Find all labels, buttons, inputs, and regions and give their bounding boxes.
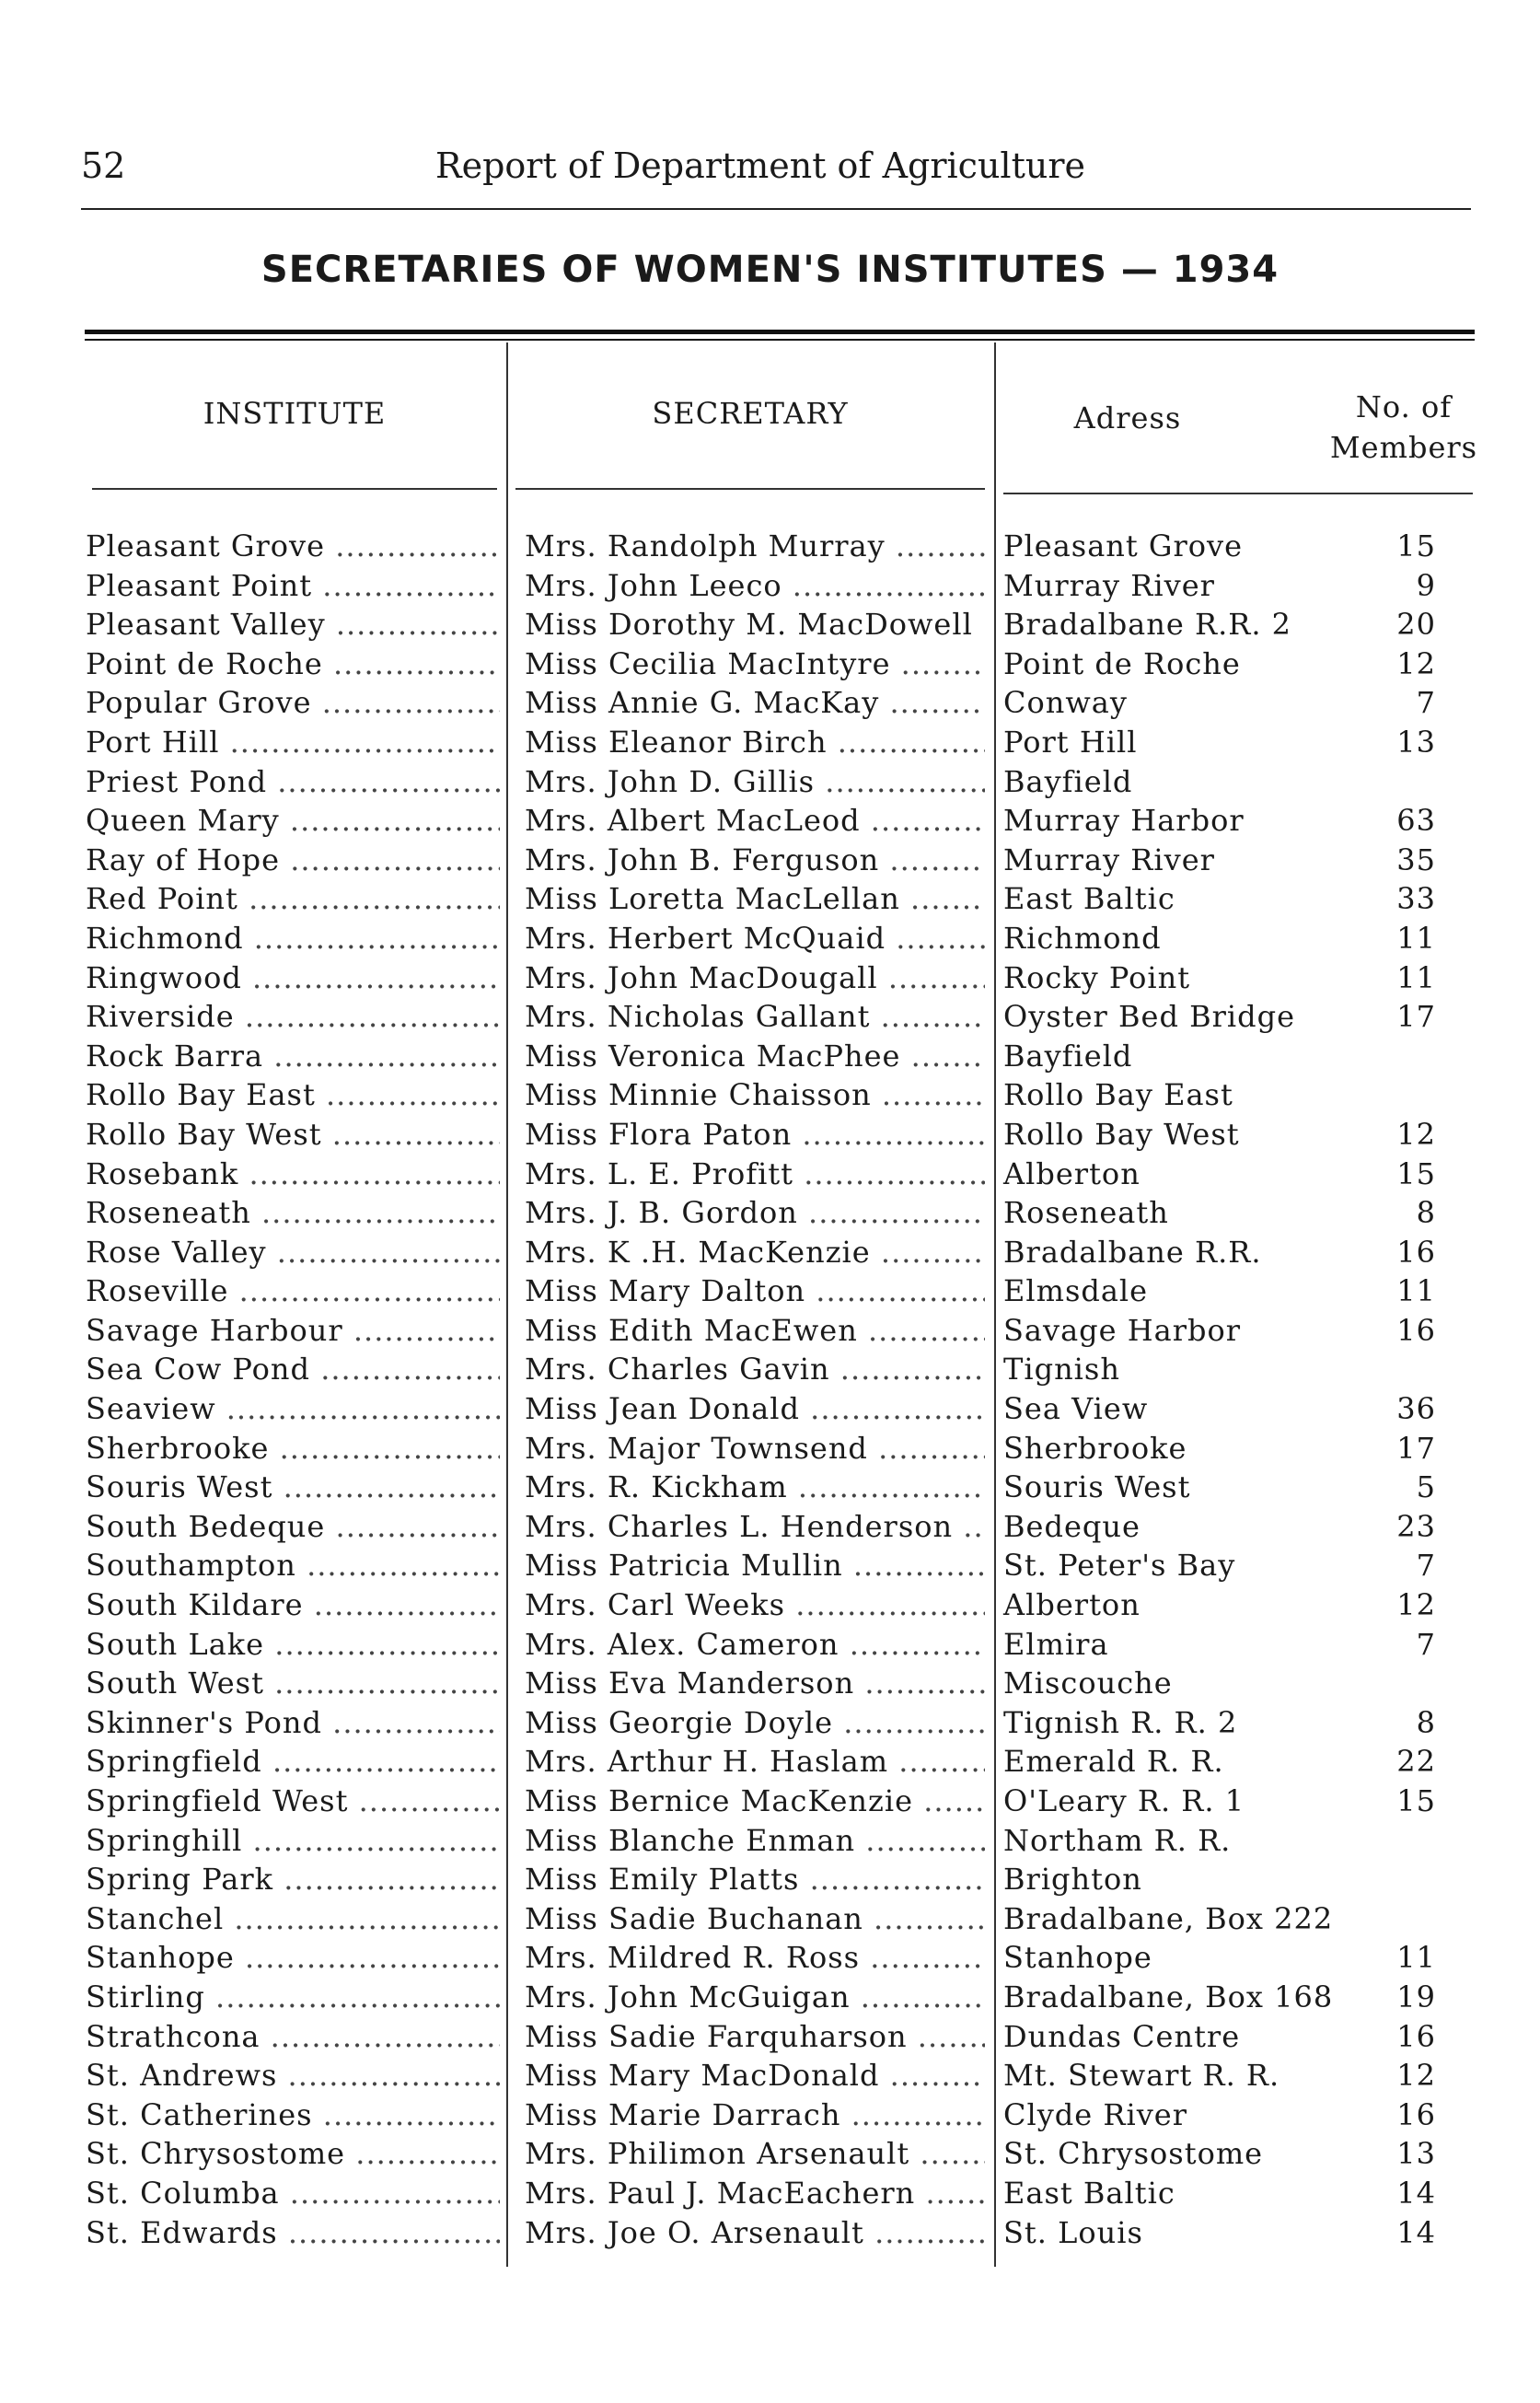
address-cell: Alberton: [1003, 1155, 1141, 1191]
table-row: [0, 1271, 1540, 1311]
institute-cell: Skinner's Pond .....: [86, 1703, 500, 1742]
table-row: [0, 2213, 1540, 2253]
address-cell: Richmond: [1003, 920, 1162, 956]
table-row: [0, 2056, 1540, 2095]
header-members-line1: No. of: [1355, 389, 1453, 424]
title-rule-thin: [85, 339, 1475, 341]
secretary-cell: Miss Cecilia MacIntyre .....: [525, 644, 985, 683]
address-cell: St. Chrysostome: [1003, 2136, 1264, 2172]
table-row: [0, 1037, 1540, 1076]
table-row: [0, 683, 1540, 723]
secretary-cell: Mrs. John B. Ferguson .....: [525, 841, 985, 879]
institute-cell: St. Columba .....: [86, 2174, 500, 2212]
members-cell: 20: [1396, 607, 1436, 643]
members-cell: 14: [1396, 2214, 1436, 2250]
secretary-cell: Miss Annie G. MacKay .....: [525, 683, 985, 722]
institute-cell: Ringwood .....: [86, 958, 500, 997]
institute-cell: Riverside .....: [86, 997, 500, 1036]
institute-cell: Rosebank .....: [86, 1155, 500, 1193]
address-cell: Alberton: [1003, 1587, 1141, 1623]
secretary-cell: Miss Veronica MacPhee .....: [525, 1037, 985, 1075]
members-cell: 7: [1416, 685, 1436, 721]
secretary-cell: Mrs. K .H. MacKenzie .....: [525, 1233, 985, 1271]
secretary-cell: Mrs. L. E. Profitt .....: [525, 1155, 985, 1193]
members-cell: 17: [1396, 1430, 1436, 1466]
table-row: [0, 1585, 1540, 1625]
institute-cell: Red Point .....: [86, 879, 500, 918]
address-cell: Rocky Point: [1003, 959, 1191, 995]
secretary-cell: Miss Mary MacDonald .....: [525, 2056, 985, 2095]
secretary-cell: Miss Dorothy M. MacDowell .....: [525, 605, 985, 644]
table-row: [0, 801, 1540, 841]
secretary-cell: Mrs. R. Kickham .....: [525, 1468, 985, 1506]
header-underline-institute: [92, 488, 497, 490]
institute-cell: St. Catherines .....: [86, 2095, 500, 2134]
members-cell: 12: [1396, 2058, 1436, 2094]
header-secretary: SECRETARY: [652, 396, 849, 431]
institute-cell: South Kildare .....: [86, 1585, 500, 1624]
address-cell: Bayfield: [1003, 1038, 1133, 1074]
secretary-cell: Miss Eva Manderson .....: [525, 1664, 985, 1702]
table-row: [0, 1625, 1540, 1665]
address-cell: Murray River: [1003, 842, 1215, 877]
secretary-cell: Mrs. Joe O. Arsenault .....: [525, 2213, 985, 2252]
institute-cell: Port Hill .....: [86, 723, 500, 761]
address-cell: St. Louis: [1003, 2214, 1143, 2250]
members-cell: 16: [1396, 2018, 1436, 2054]
secretary-cell: Mrs. Alex. Cameron .....: [525, 1625, 985, 1664]
table-row: [0, 1546, 1540, 1585]
secretary-cell: Miss Flora Paton .....: [525, 1115, 985, 1154]
secretary-cell: Miss Loretta MacLellan .....: [525, 879, 985, 918]
institute-cell: Stirling .....: [86, 1978, 500, 2016]
institute-cell: St. Andrews .....: [86, 2056, 500, 2095]
address-cell: O'Leary R. R. 1: [1003, 1783, 1245, 1818]
address-cell: Elmsdale: [1003, 1273, 1149, 1309]
page-number: 52: [81, 145, 126, 186]
table-row: [0, 1429, 1540, 1468]
secretary-cell: Mrs. Carl Weeks .....: [525, 1585, 985, 1624]
members-cell: 14: [1396, 2175, 1436, 2211]
address-cell: Savage Harbor: [1003, 1312, 1242, 1348]
members-cell: 11: [1396, 920, 1436, 956]
address-cell: Dundas Centre: [1003, 2018, 1241, 2054]
institute-cell: Stanchel .....: [86, 1899, 500, 1938]
members-cell: 17: [1396, 999, 1436, 1035]
secretary-cell: Mrs. John MacDougall .....: [525, 958, 985, 997]
members-cell: 33: [1396, 881, 1436, 917]
page-header: [81, 145, 1471, 201]
table-body: [0, 527, 1540, 2252]
address-cell: Clyde River: [1003, 2096, 1188, 2132]
table-row: [0, 605, 1540, 644]
secretary-cell: Mrs. John Leeco .....: [525, 566, 985, 605]
address-cell: Bayfield: [1003, 763, 1133, 799]
members-cell: 8: [1416, 1704, 1436, 1740]
institute-cell: Sea Cow Pond .....: [86, 1350, 500, 1388]
institute-cell: Rock Barra .....: [86, 1037, 500, 1075]
address-cell: Murray Harbor: [1003, 803, 1245, 839]
institute-cell: Springfield West .....: [86, 1782, 500, 1820]
address-cell: Bradalbane R.R.: [1003, 1234, 1262, 1270]
table-row: [0, 1742, 1540, 1782]
institute-cell: Stanhope .....: [86, 1938, 500, 1977]
secretary-cell: Miss Emily Platts .....: [525, 1860, 985, 1898]
secretary-cell: Mrs. Charles Gavin .....: [525, 1350, 985, 1388]
institute-cell: Rollo Bay East .....: [86, 1075, 500, 1114]
table-row: [0, 1115, 1540, 1155]
institute-cell: South Lake .....: [86, 1625, 500, 1664]
address-cell: Pleasant Grove: [1003, 528, 1244, 563]
table-row: [0, 958, 1540, 998]
members-cell: 11: [1396, 1940, 1436, 1976]
institute-cell: St. Chrysostome .....: [86, 2134, 500, 2173]
secretary-cell: Miss Bernice MacKenzie .....: [525, 1782, 985, 1820]
secretary-cell: Mrs. John McGuigan .....: [525, 1978, 985, 2016]
running-title: Report of Department of Agriculture: [435, 145, 1085, 186]
table-row: [0, 1155, 1540, 1194]
address-cell: Bradalbane, Box 222: [1003, 1900, 1334, 1936]
table-row: [0, 1350, 1540, 1389]
table-row: [0, 1468, 1540, 1507]
table-row: [0, 762, 1540, 802]
header-rule: [81, 208, 1471, 210]
institute-cell: Queen Mary .....: [86, 801, 500, 840]
secretary-cell: Miss Minnie Chaisson .....: [525, 1075, 985, 1114]
table-row: [0, 1938, 1540, 1978]
institute-cell: Point de Roche .....: [86, 644, 500, 683]
address-cell: Bedeque: [1003, 1508, 1141, 1544]
institute-cell: Springhill .....: [86, 1821, 500, 1860]
table-row: [0, 644, 1540, 684]
table-row: [0, 1507, 1540, 1547]
members-cell: 16: [1396, 1234, 1436, 1270]
address-cell: Roseneath: [1003, 1195, 1169, 1231]
institute-cell: Richmond .....: [86, 919, 500, 958]
secretary-cell: Mrs. John D. Gillis .....: [525, 762, 985, 801]
members-cell: 7: [1416, 1548, 1436, 1584]
secretary-cell: Mrs. Albert MacLeod .....: [525, 801, 985, 840]
members-cell: 12: [1396, 645, 1436, 681]
secretary-cell: Mrs. Nicholas Gallant .....: [525, 997, 985, 1036]
institute-cell: Priest Pond .....: [86, 762, 500, 801]
secretary-cell: Miss Georgie Doyle .....: [525, 1703, 985, 1742]
table-row: [0, 1664, 1540, 1703]
institute-cell: Souris West .....: [86, 1468, 500, 1506]
members-cell: 15: [1396, 1155, 1436, 1191]
members-cell: 12: [1396, 1116, 1436, 1152]
address-cell: Murray River: [1003, 567, 1215, 603]
members-cell: 63: [1396, 803, 1436, 839]
institute-cell: Pleasant Grove .....: [86, 527, 500, 565]
institute-cell: Southampton .....: [86, 1546, 500, 1585]
members-cell: 13: [1396, 724, 1436, 760]
institute-cell: Springfield .....: [86, 1742, 500, 1781]
header-institute: INSTITUTE: [203, 396, 387, 431]
members-cell: 5: [1416, 1469, 1436, 1505]
address-cell: Sea View: [1003, 1391, 1149, 1427]
address-cell: Tignish R. R. 2: [1003, 1704, 1238, 1740]
table-row: [0, 2174, 1540, 2213]
table-row: [0, 1899, 1540, 1939]
table-row: [0, 1233, 1540, 1272]
secretary-cell: Mrs. Randolph Murray .....: [525, 527, 985, 565]
address-cell: Sherbrooke: [1003, 1430, 1187, 1466]
institute-cell: St. Edwards .....: [86, 2213, 500, 2252]
secretary-cell: Mrs. Mildred R. Ross .....: [525, 1938, 985, 1977]
members-cell: 16: [1396, 2096, 1436, 2132]
secretary-cell: Miss Mary Dalton .....: [525, 1271, 985, 1310]
address-cell: Stanhope: [1003, 1940, 1152, 1976]
secretary-cell: Mrs. Philimon Arsenault .....: [525, 2134, 985, 2173]
members-cell: 11: [1396, 1273, 1436, 1309]
table-row: [0, 1075, 1540, 1115]
secretary-cell: Miss Sadie Farquharson .....: [525, 2017, 985, 2056]
address-cell: St. Peter's Bay: [1003, 1548, 1236, 1584]
table-row: [0, 997, 1540, 1037]
secretary-cell: Mrs. Charles L. Henderson .....: [525, 1507, 985, 1546]
secretary-cell: Miss Marie Darrach .....: [525, 2095, 985, 2134]
institute-cell: Roseville .....: [86, 1271, 500, 1310]
members-cell: 22: [1396, 1744, 1436, 1780]
secretary-cell: Mrs. Herbert McQuaid .....: [525, 919, 985, 958]
secretary-cell: Miss Patricia Mullin .....: [525, 1546, 985, 1585]
table-row: [0, 2017, 1540, 2057]
address-cell: Tignish: [1003, 1352, 1120, 1387]
table-row: [0, 1978, 1540, 2017]
table-row: [0, 879, 1540, 919]
institute-cell: Sherbrooke .....: [86, 1429, 500, 1468]
table-row: [0, 723, 1540, 762]
institute-cell: Pleasant Valley .....: [86, 605, 500, 644]
header-members-line2: Members: [1329, 430, 1478, 465]
secretary-cell: Miss Eleanor Birch .....: [525, 723, 985, 761]
address-cell: East Baltic: [1003, 881, 1175, 917]
table-row: [0, 1821, 1540, 1861]
secretary-cell: Miss Blanche Enman .....: [525, 1821, 985, 1860]
institute-cell: Roseneath .....: [86, 1193, 500, 1232]
members-cell: 9: [1416, 567, 1436, 603]
address-cell: Port Hill: [1003, 724, 1138, 760]
institute-cell: Ray of Hope .....: [86, 841, 500, 879]
members-cell: 19: [1396, 1979, 1436, 2014]
address-cell: Rollo Bay East: [1003, 1077, 1233, 1113]
address-cell: Miscouche: [1003, 1666, 1173, 1701]
secretary-cell: Miss Edith MacEwen .....: [525, 1311, 985, 1350]
institute-cell: Popular Grove .....: [86, 683, 500, 722]
table-row: [0, 527, 1540, 566]
address-cell: Point de Roche: [1003, 645, 1241, 681]
table-row: [0, 841, 1540, 880]
institute-cell: Spring Park .....: [86, 1860, 500, 1898]
institute-cell: Rose Valley .....: [86, 1233, 500, 1271]
members-cell: 36: [1396, 1391, 1436, 1427]
institute-cell: Strathcona .....: [86, 2017, 500, 2056]
table-row: [0, 919, 1540, 958]
secretary-cell: Mrs. Paul J. MacEachern .....: [525, 2174, 985, 2212]
address-cell: Northam R. R.: [1003, 1822, 1232, 1858]
members-cell: 15: [1396, 1783, 1436, 1818]
table-row: [0, 1311, 1540, 1351]
table-row: [0, 1193, 1540, 1233]
institute-cell: South West .....: [86, 1664, 500, 1702]
address-cell: Oyster Bed Bridge: [1003, 999, 1296, 1035]
table-row: [0, 1703, 1540, 1743]
secretary-cell: Miss Sadie Buchanan .....: [525, 1899, 985, 1938]
institute-cell: Seaview .....: [86, 1389, 500, 1428]
secretary-cell: Mrs. Major Townsend .....: [525, 1429, 985, 1468]
table-row: [0, 1860, 1540, 1899]
address-cell: Rollo Bay West: [1003, 1116, 1240, 1152]
address-cell: Emerald R. R.: [1003, 1744, 1224, 1780]
members-cell: 11: [1396, 959, 1436, 995]
header-address: Adress: [1073, 400, 1182, 435]
members-cell: 35: [1396, 842, 1436, 877]
header-members: [1289, 387, 1519, 468]
address-cell: Mt. Stewart R. R.: [1003, 2058, 1280, 2094]
table-row: [0, 2095, 1540, 2135]
table-row: [0, 1782, 1540, 1821]
table-row: [0, 1389, 1540, 1429]
address-cell: Conway: [1003, 685, 1128, 721]
members-cell: 7: [1416, 1626, 1436, 1662]
institute-cell: Savage Harbour .....: [86, 1311, 500, 1350]
address-cell: East Baltic: [1003, 2175, 1175, 2211]
members-cell: 23: [1396, 1508, 1436, 1544]
members-cell: 8: [1416, 1195, 1436, 1231]
institute-cell: Rollo Bay West .....: [86, 1115, 500, 1154]
address-cell: Bradalbane R.R. 2: [1003, 607, 1292, 643]
members-cell: 15: [1396, 528, 1436, 563]
secretary-cell: Mrs. J. B. Gordon .....: [525, 1193, 985, 1232]
members-cell: 12: [1396, 1587, 1436, 1623]
table-row: [0, 2134, 1540, 2174]
address-cell: Souris West: [1003, 1469, 1191, 1505]
institute-cell: Pleasant Point .....: [86, 566, 500, 605]
page-title: SECRETARIES OF WOMEN'S INSTITUTES — 1934: [261, 249, 1279, 291]
address-cell: Elmira: [1003, 1626, 1109, 1662]
address-cell: Bradalbane, Box 168: [1003, 1979, 1334, 2014]
members-cell: 13: [1396, 2136, 1436, 2172]
table-row: [0, 566, 1540, 606]
members-cell: 16: [1396, 1312, 1436, 1348]
header-underline-address: [1003, 493, 1473, 494]
header-underline-secretary: [515, 488, 985, 490]
secretary-cell: Mrs. Arthur H. Haslam .....: [525, 1742, 985, 1781]
secretary-cell: Miss Jean Donald .....: [525, 1389, 985, 1428]
title-rule-thick: [85, 330, 1475, 334]
institute-cell: South Bedeque .....: [86, 1507, 500, 1546]
address-cell: Brighton: [1003, 1862, 1142, 1898]
